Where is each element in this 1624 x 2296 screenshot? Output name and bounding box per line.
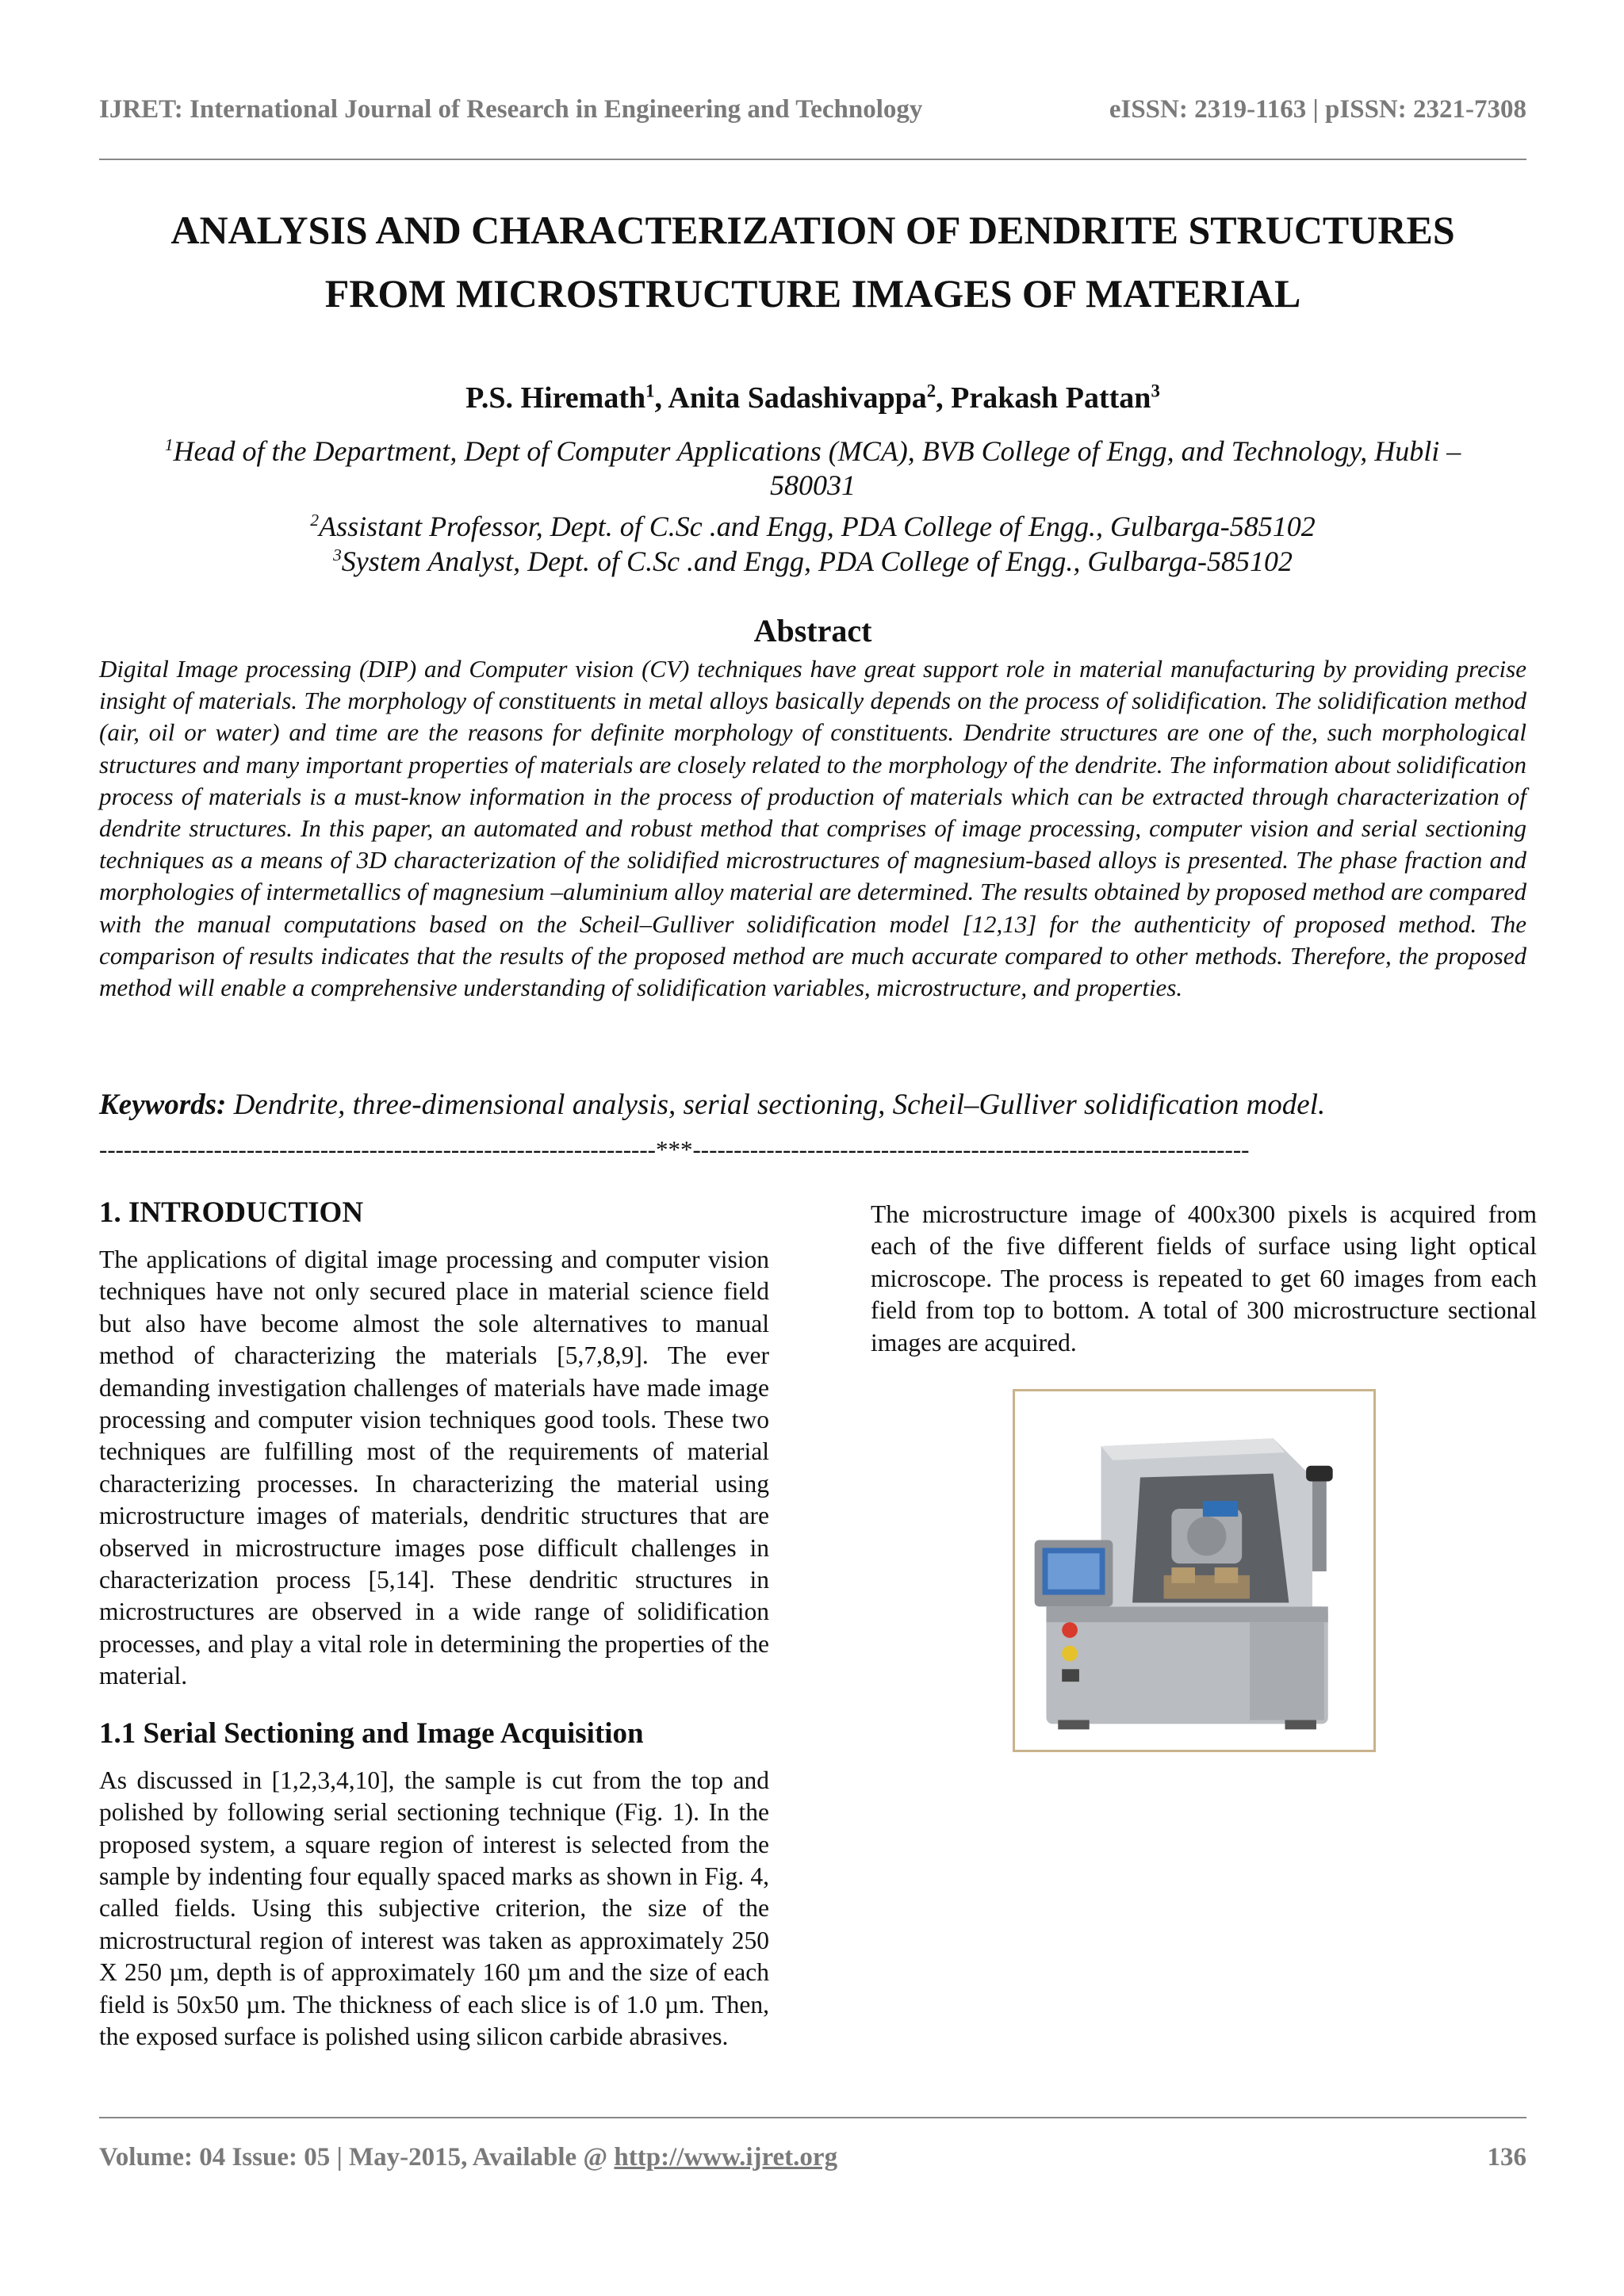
affiliation-sup: 1 (164, 435, 174, 454)
journal-link[interactable]: http://www.ijret.org (614, 2143, 838, 2172)
keywords-text: Dendrite, three-dimensional analysis, serial sectioning, Scheil–Gulliver solidification model. (226, 1089, 1326, 1121)
affiliation-text: Assistant Professor, Dept. of C.Sc .and Engg, PDA College of Engg., Gulbarga-585102 (319, 511, 1316, 542)
cutting-machine-illustration (1015, 1391, 1373, 1750)
right-column (871, 1199, 1537, 1359)
introduction-text: The applications of digital image processing and computer vision techniques have not only secured place in material science field but also have become almost the sole alternatives to manual method of characterizing the materials [5,7,8,9]. The ever demanding investigation challenges of materials have made image processing and computer vision techniques good tools. These two techniques are fulfilling most of the requirements of material characterizing processes. In characterizing the material using microstructure images of materials, dendritic structures that are observed in microstructure images pose difficult challenges in characterization process [5,14]. These dendritic structures in microstructures are observed in a wide range of solidification processes, and play a vital role in determining the properties of the material. (99, 1246, 769, 1690)
section-heading-introduction: 1. INTRODUCTION (99, 1196, 364, 1229)
volume-info (99, 2143, 837, 2172)
author-name: P.S. Hiremath (465, 381, 646, 415)
title-line-2: FROM MICROSTRUCTURE IMAGES OF MATERIAL (324, 271, 1301, 316)
volume-text: Volume: 04 Issue: 05 | May-2015, Available @ (99, 2143, 615, 2172)
figure-cutting-machine (1013, 1389, 1376, 1752)
affiliation-1 (119, 434, 1507, 503)
author-sup: 2 (926, 381, 936, 401)
header-rule (99, 159, 1526, 160)
acquisition-text: The microstructure image of 400x300 pixels is acquired from each of the five different fields of surface using light optical microscope. The process is repeated to get 60 images from each field from top to bottom. A total of 300 microstructure sectional images are acquired. (871, 1200, 1537, 1357)
left-column (99, 1196, 769, 2053)
author-list: P.S. Hiremath$^1$, Anita Sadashivappa$^2$, Prakash Pattan$^3$ (465, 381, 1160, 415)
affiliation-3 (119, 545, 1507, 579)
paper-title (79, 198, 1546, 325)
journal-name: IJRET: International Journal of Research in Engineering and Technology (99, 95, 923, 124)
author-name: Anita Sadashivappa (668, 381, 927, 415)
footer-rule (99, 2117, 1526, 2118)
section-heading-serial-sectioning: 1.1 Serial Sectioning and Image Acquisition (99, 1716, 644, 1750)
author-sup: 1 (645, 381, 655, 401)
section-separator: --------------------------------------------------------------------***-------------------------------------------------------------------- (99, 1135, 1250, 1163)
keywords (99, 1088, 1526, 1122)
affiliation-text: System Analyst, Dept. of C.Sc .and Engg, PDA College of Engg., Gulbarga-585102 (341, 545, 1293, 577)
abstract-text: Digital Image processing (DIP) and Computer vision (CV) techniques have great support role in material manufacturing by providing precise insight of materials. The morphology of constituents in metal alloys basically depends on the process of solidification. The solidification method (air, oil or water) and time are the reasons for definite morphology of constituents. Dendrite structures are one of the, such morphological structures and many important properties of materials are closely related to the morphology of the dendrite. The information about solidification process of materials is a must-know information in the process of production of materials which can be extracted through characterization of dendrite structures. In this paper, an automated and robust method that comprises of image processing, computer vision and serial sectioning techniques as a means of 3D characterization of the solidified microstructures of magnesium-based alloys is presented. The phase fraction and morphologies of intermetallics of magnesium –aluminium alloy material are determined. The results obtained by proposed method are compared with the manual computations based on the Scheil–Gulliver solidification model [12,13] for the authenticity of proposed method. The comparison of results indicates that the results of the proposed method are much accurate compared to other methods. Therefore, the proposed method will enable a comprehensive understanding of solidification variables, microstructure, and properties. (99, 655, 1526, 1002)
issn-info: eISSN: 2319-1163 | pISSN: 2321-7308 (1109, 95, 1526, 124)
affiliation-2 (119, 510, 1507, 544)
abstract-heading: Abstract (753, 613, 872, 649)
affiliation-text: Head of the Department, Dept of Computer Applications (MCA), BVB College of Engg, and Technology, Hubli – (173, 435, 1461, 467)
keywords-label: Keywords: (99, 1089, 227, 1121)
author-sup: 3 (1151, 381, 1160, 401)
affiliation-sup: 3 (332, 545, 342, 564)
author-name: Prakash Pattan (951, 381, 1151, 415)
affiliation-sup: 2 (310, 511, 320, 530)
affiliation-text: 580031 (770, 469, 856, 501)
serial-sectioning-text: As discussed in [1,2,3,4,10], the sample is cut from the top and polished by following serial sectioning technique (Fig. 1). In the proposed system, a square region of interest is selected from the sample by indenting four equally spaced marks as shown in Fig. 4, called fields. Using this subjective criterion, the size of the microstructural region of interest was taken as approximately 250 X 250 µm, depth is of approximately 160 µm and the size of each field is 50x50 µm. The thickness of each slice is of 1.0 µm. Then, the exposed surface is polished using silicon carbide abrasives. (99, 1766, 769, 2050)
page-number: 136 (1487, 2143, 1526, 2172)
title-line-1: ANALYSIS AND CHARACTERIZATION OF DENDRITE STRUCTURES (170, 208, 1455, 252)
